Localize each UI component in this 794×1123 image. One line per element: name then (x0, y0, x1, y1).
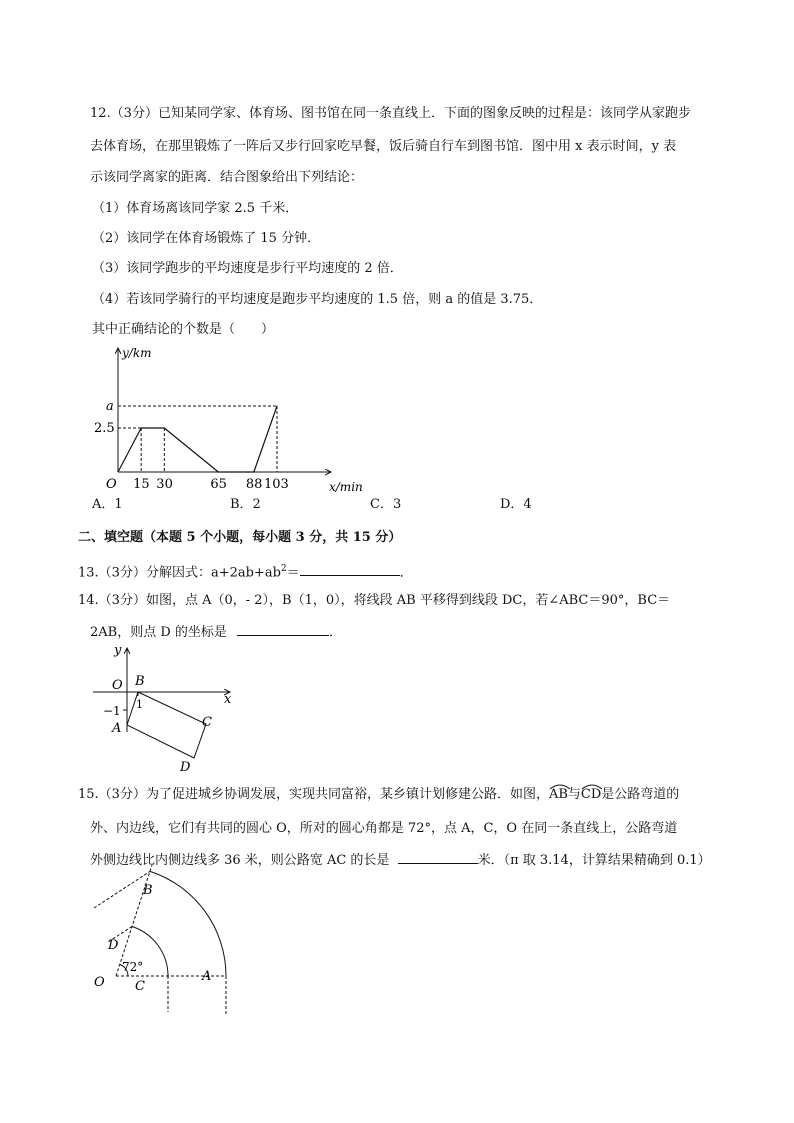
q14-line2 (90, 623, 342, 641)
q15-arc-ab-text: AB (548, 787, 568, 802)
q15-line3-pre: 外侧边线比内侧边线多 36 米，则公路宽 AC 的长是 (90, 853, 390, 868)
q14-label-O: O (112, 678, 123, 693)
q12-xlabel: x/min (329, 480, 363, 494)
q15-line1-post: 是公路弯道的 (601, 787, 680, 802)
q14-label-1: 1 (136, 698, 143, 711)
q12-conclusion-1: （1）体育场离该同学家 2.5 千米． (92, 201, 299, 216)
q13-line (78, 561, 413, 581)
q12-ytick-label-a: a (106, 399, 114, 414)
q12-stem-line3: 示该同学离家的距离．结合图象给出下列结论： (90, 170, 364, 185)
q14-label-A: A (112, 721, 122, 736)
q12-xtick-label-15: 15 (133, 477, 150, 492)
q12-xtick-label-30: 30 (156, 477, 173, 492)
q14-label-C: C (202, 715, 212, 730)
q14-period: ． (329, 625, 343, 640)
q14-label-D: D (180, 760, 191, 775)
q12-question: 其中正确结论的个数是（ ） (92, 322, 275, 337)
q15-tangent-b (94, 871, 150, 908)
q15-arc-cd-text: CD (580, 787, 602, 802)
q15-label-angle: 72° (122, 960, 144, 974)
q12-conclusion-4: （4）若该同学骑行的平均速度是跑步平均速度的 1.5 倍，则 a 的值是 3.75． (92, 292, 543, 307)
q15-arc-ab (549, 787, 568, 803)
section2-heading: 二、填空题（本题 5 个小题，每小题 3 分，共 15 分） (78, 530, 402, 545)
q15-label-D: D (108, 938, 119, 953)
q14-label-neg1: −1 (103, 704, 121, 718)
q14-line1: 14.（3分）如图，点 A（0，- 2），B（1，0），将线段 AB 平移得到线段 DC，若∠ABC＝90°，BC＝ (78, 593, 671, 608)
q15-line2: 外、内边线，它们有共同的圆心 O，所对的圆心角都是 72°，点 A，C，O 在同一条直线上，公路弯道 (90, 821, 678, 836)
q14-coordinate-figure (90, 640, 240, 775)
q13-text: 13.（3分）分解因式：a+2ab+ab (78, 565, 281, 581)
q14-line2-text: 2AB，则点 D 的坐标是 (90, 625, 227, 640)
q15-line1-pre: 15.（3分）为了促进城乡协调发展，实现共同富裕，某乡镇计划修建公路．如图， (78, 787, 549, 802)
q13-answer-blank[interactable] (300, 563, 400, 576)
q15-outer-arc-ab (150, 871, 226, 976)
q14-label-x: x (224, 692, 232, 707)
q13-exponent: 2 (280, 564, 287, 574)
q15-line1 (78, 787, 679, 803)
q12-distance-time-graph (90, 340, 380, 494)
q12-conclusion-2: （2）该同学在体育场锻炼了 15 分钟． (92, 231, 321, 246)
q12-option-a: A．1 (92, 497, 123, 512)
q12-graph-line (118, 406, 277, 472)
q15-arc-cd-mark (581, 783, 603, 789)
q14-label-y: y (114, 643, 122, 658)
q12-ytick-label-25: 2.5 (94, 421, 115, 436)
q13-period: ． (399, 565, 413, 581)
q12-stem-line2: 去体育场，在那里锻炼了一阵后又步行回家吃早餐，饭后骑自行车到图书馆．图中用 x 表示时间，y 表 (90, 139, 677, 154)
q12-stem-line1: 12.（3分）已知某同学家、体育场、图书馆在同一条直线上．下面的图象反映的过程是：该同学从家跑步 (90, 106, 691, 121)
q15-label-B: B (143, 883, 153, 898)
q14-answer-blank[interactable] (237, 623, 329, 636)
q12-conclusion-3: （3）该同学跑步的平均速度是步行平均速度的 2 倍． (92, 261, 403, 276)
q12-origin-label: O (106, 477, 117, 492)
q15-label-A: A (202, 969, 212, 984)
q12-ylabel: y/km (122, 346, 152, 360)
q13-equals: ＝ (286, 565, 300, 581)
q15-label-C: C (135, 979, 145, 994)
q12-option-b: B．2 (230, 497, 261, 512)
q15-line3 (90, 851, 711, 869)
q12-xtick-label-88: 88 (245, 477, 263, 492)
q12-xtick-label-65: 65 (210, 477, 227, 492)
q15-arc-ab-mark (549, 783, 571, 789)
q15-line1-mid: 与 (567, 787, 581, 802)
q14-label-B: B (135, 674, 145, 689)
q15-label-O: O (94, 975, 105, 990)
q12-option-d: D．4 (500, 497, 532, 512)
q15-line3-post: 米．（π 取 3.14，计算结果精确到 0.1） (477, 853, 711, 868)
q12-option-c: C．3 (370, 497, 402, 512)
q15-answer-blank[interactable] (398, 851, 478, 864)
q12-xtick-label-103: 103 (264, 477, 289, 492)
q15-arc-cd (581, 787, 601, 803)
q15-road-curve-figure (88, 876, 228, 1016)
